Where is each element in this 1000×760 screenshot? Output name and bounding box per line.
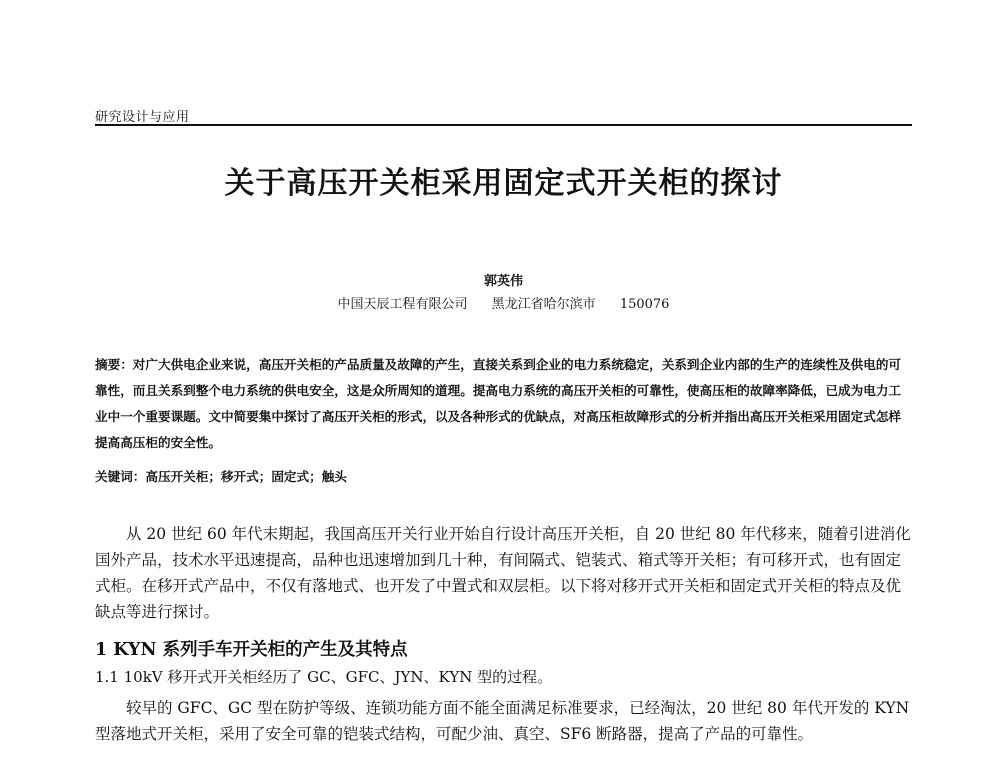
affiliation-company: 中国天辰工程有限公司 <box>337 297 468 312</box>
abstract-text: 对广大供电企业来说，高压开关柜的产品质量及故障的产生，直接关系到企业的电力系统稳定，关系到企业内部的生产的连续性及供电的可靠性，而且关系到整个电力系统的供电安全，这是众所周知的道理。提高电力系统的高压开关柜的可靠性，使高压柜的故障率降低，已成为电力工业中一个重要课题。文中简要集中探讨了高压开关柜的形式，以及各种形式的优缺点，对高压柜故障形式的分析并指出高压开关柜采用固定式怎样提高高压柜的安全性。 <box>95 357 901 450</box>
keywords <box>95 466 912 485</box>
body-paragraph-1: 从 20 世纪 60 年代末期起，我国高压开关行业开始自行设计高压开关柜，自 20 世纪 80 年代移来，随着引进消化国外产品，技术水平迅速提高，品种也迅速增加到几十种，有间隔式、铠装式、箱式等开关柜；有可移开式，也有固定式柜。在移开式产品中，不仅有落地式、也开发了中置式和双层柜。以下将对移开式开关柜和固定式开关柜的特点及优缺点等进行探讨。 <box>95 525 911 621</box>
abstract-label: 摘要： <box>95 357 133 372</box>
header-rule <box>95 124 912 126</box>
keywords-text: 高压开关柜；移开式；固定式；触头 <box>145 469 347 484</box>
section-heading-1: 1 KYN 系列手车开关柜的产生及其特点 <box>95 640 408 660</box>
section-label: 研究设计与应用 <box>95 110 190 125</box>
subsection-1-1: 1.1 10kV 移开式开关柜经历了 GC、GFC、JYN、KYN 型的过程。 <box>95 668 553 686</box>
keywords-label: 关键词： <box>95 469 146 484</box>
body-paragraph-2: 较早的 GFC、GC 型在防护等级、连锁功能方面不能全面满足标准要求，已经淘汰，20 世纪 80 年代开发的 KYN 型落地式开关柜，采用了安全可靠的铠装式结构，可配少油、真空、SF6 断路器，提高了产品的可靠性。 <box>95 699 910 743</box>
affiliation-location: 黑龙江省哈尔滨市 <box>491 297 596 312</box>
author-name: 郭英伟 <box>483 274 523 289</box>
abstract <box>95 352 912 456</box>
affiliation-postcode: 150076 <box>619 297 670 312</box>
affiliation <box>95 293 912 312</box>
paper-title: 关于高压开关柜采用固定式开关柜的探讨 <box>224 166 783 201</box>
